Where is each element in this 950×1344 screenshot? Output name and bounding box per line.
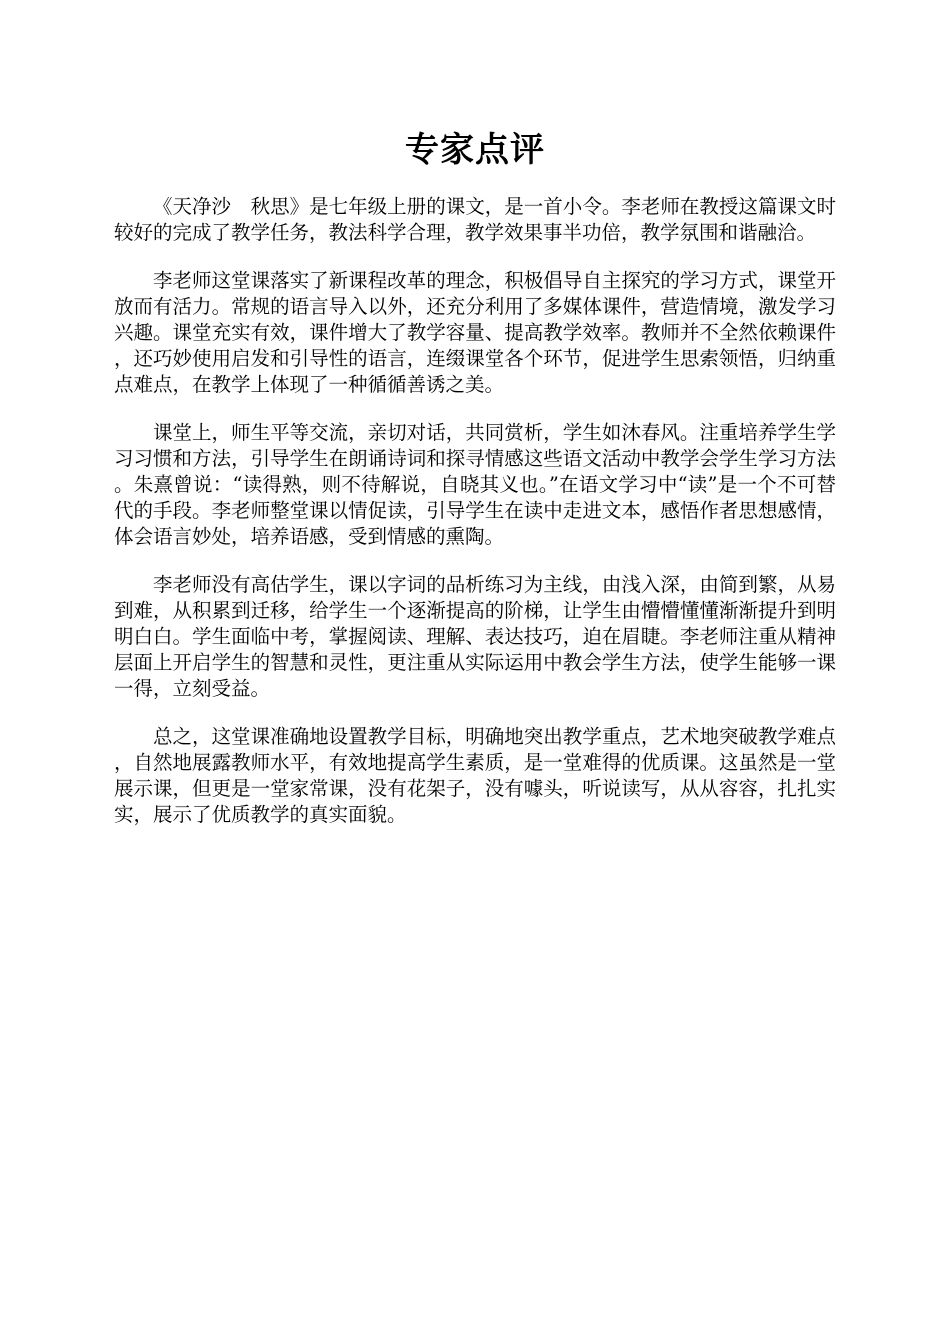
document-body: [114, 194, 836, 850]
paragraph-2: 李老师这堂课落实了新课程改革的理念，积极倡导自主探究的学习方式，课堂开放而有活力。常规的语言导入以外，还充分利用了多媒体课件，营造情境，激发学习兴趣。课堂充实有效，课件增大了教学容量、提高教学效率。教师并不全然依赖课件，还巧妙使用启发和引导性的语言，连缀课堂各个环节，促进学生思索领悟，归纳重点难点，在教学上体现了一种循循善诱之美。: [114, 269, 836, 396]
page-title: 专家点评: [405, 130, 545, 170]
paragraph-5: 总之，这堂课准确地设置教学目标，明确地突出教学重点，艺术地突破教学难点，自然地展露教师水平，有效地提高学生素质，是一堂难得的优质课。这虽然是一堂展示课，但更是一堂家常课，没有花架子，没有噱头，听说读写，从从容容，扎扎实实，展示了优质教学的真实面貌。: [114, 725, 836, 826]
paragraph-1: 《天净沙 秋思》是七年级上册的课文，是一首小令。李老师在教授这篇课文时较好的完成了教学任务，教法科学合理，教学效果事半功倍，教学氛围和谐融洽。: [114, 195, 836, 244]
paragraph-4: 李老师没有高估学生，课以字词的品析练习为主线，由浅入深，由简到繁，从易到难，从积累到迁移，给学生一个逐渐提高的阶梯，让学生由懵懵懂懂渐渐提升到明明白白。学生面临中考，掌握阅读、理解、表达技巧，迫在眉睫。李老师注重从精神层面上开启学生的智慧和灵性，更注重从实际运用中教会学生方法，使学生能够一课一得，立刻受益。: [114, 573, 836, 700]
paragraph-3: 课堂上，师生平等交流，亲切对话，共同赏析，学生如沐春风。注重培养学生学习习惯和方法，引导学生在朗诵诗词和探寻情感这些语文活动中教学会学生学习方法。朱熹曾说：“读得熟，则不待解说，自晓其义也。”在语文学习中“读”是一个不可替代的手段。李老师整堂课以情促读，引导学生在读中走进文本，感悟作者思想感情，体会语言妙处，培养语感，受到情感的熏陶。: [114, 421, 836, 548]
